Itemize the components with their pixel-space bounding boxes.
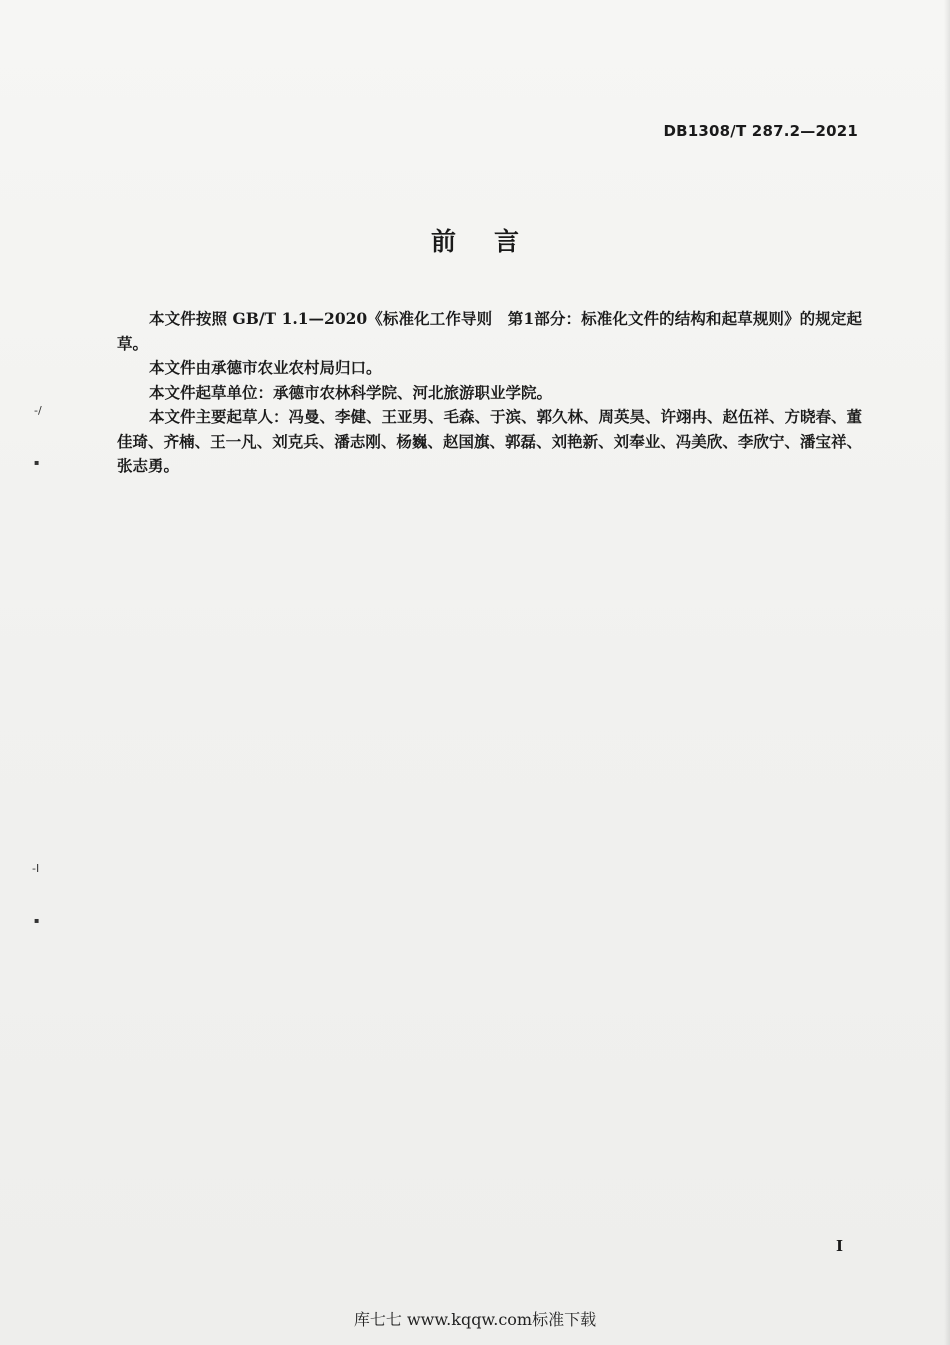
paragraph-administration: 本文件由承德市农业农村局归口。	[149, 358, 382, 377]
foreword-body	[117, 307, 862, 479]
paragraph-drafting-units: 本文件起草单位：承德市农林科学院、河北旅游职业学院。	[149, 382, 553, 402]
binding-hole-mark: -/	[34, 404, 42, 417]
paragraph-drafting-rules: 本文件按照 GB/T 1.1—2020《标准化工作导则 第1部分：标准化文件的结构和起草规则》的规定起草。	[117, 309, 862, 353]
footer-watermark: 库七七 www.kqqw.com标准下载	[353, 1310, 597, 1329]
binding-hole-mark: ▪	[34, 458, 40, 467]
page-edge-shadow	[944, 0, 950, 1345]
document-code: DB1308/T 287.2—2021	[663, 122, 858, 140]
page-title: 前言	[430, 227, 557, 256]
binding-hole-mark: ▪	[34, 916, 40, 925]
page-number: I	[836, 1237, 844, 1255]
binding-hole-mark: -I	[32, 862, 40, 875]
paragraph-drafters: 本文件主要起草人：冯曼、李健、王亚男、毛森、于滨、郭久林、周英昊、许翊冉、赵伍祥、方晓春、董佳琦、齐楠、王一凡、刘克兵、潘志刚、杨巍、赵国旗、郭磊、刘艳新、刘奉业、冯美欣、李欣宁、潘宝祥、张志勇。	[117, 407, 863, 475]
